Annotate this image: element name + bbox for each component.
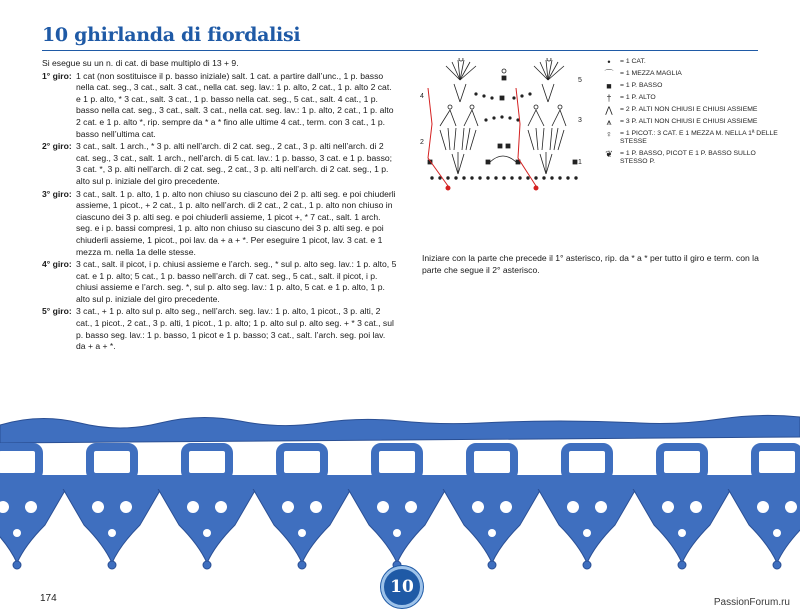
lace-hole [405, 501, 417, 513]
row-number: 2 [420, 139, 424, 146]
round-5 [42, 306, 397, 352]
page-number: 174 [40, 593, 57, 604]
stitch-legend [598, 58, 778, 170]
lace-picot [773, 561, 781, 569]
title-block [42, 24, 300, 46]
picot-basso-icon: ❦ [605, 149, 613, 159]
round-3 [42, 189, 397, 259]
lace-hole [472, 501, 484, 513]
lace-picot [108, 561, 116, 569]
round-1 [42, 71, 397, 141]
round-label: 5° giro: [42, 306, 72, 317]
lace-hole [282, 501, 294, 513]
lace-point [442, 483, 542, 563]
diagram-round-5 [446, 58, 564, 80]
lace-top-band [0, 415, 800, 443]
cluster3-icon: ⩚ [606, 117, 612, 127]
lace-window [565, 447, 609, 477]
lace-hole [25, 501, 37, 513]
lace-window [470, 447, 514, 477]
lace-window [660, 447, 704, 477]
round-label: 4° giro: [42, 259, 72, 270]
lace-hole [108, 529, 116, 537]
legend-item [598, 94, 778, 102]
round-label: 2° giro: [42, 141, 72, 152]
start-markers [428, 88, 538, 190]
square-icon: ■ [606, 81, 612, 91]
lace-hole [583, 529, 591, 537]
diagram-round-4 [454, 84, 554, 102]
lace-hole [393, 529, 401, 537]
legend-text: = 1 P. BASSO [620, 82, 663, 89]
lace-point [537, 483, 637, 563]
lace-window [755, 447, 799, 477]
legend-text: = 2 P. ALTI NON CHIUSI E CHIUSI ASSIEME [620, 106, 758, 113]
lace-window [0, 447, 39, 477]
lace-hole [377, 501, 389, 513]
lace-hole [773, 529, 781, 537]
legend-item [598, 70, 778, 78]
lace-picot [298, 561, 306, 569]
arc-icon: ⌒ [604, 69, 614, 79]
lace-hole [13, 529, 21, 537]
lace-window [185, 447, 229, 477]
lace-hole [187, 501, 199, 513]
lace-hole [310, 501, 322, 513]
legend-text: = 3 P. ALTI NON CHIUSI E CHIUSI ASSIEME [620, 118, 758, 125]
legend-text: = 1 CAT. [620, 58, 646, 65]
foundation-chain [431, 177, 578, 180]
round-label: 1° giro: [42, 70, 72, 81]
watermark: PassionForum.ru [713, 597, 790, 608]
lace-hole [757, 501, 769, 513]
legend-text: = 1 P. ALTO [620, 94, 656, 101]
row-number: 5 [578, 77, 582, 84]
legend-text: = 1 P. BASSO, PICOT E 1 P. BASSO SULLO STESSO P. [620, 150, 756, 165]
lace-hole [500, 501, 512, 513]
legend-item [598, 150, 778, 166]
lace-point [157, 483, 257, 563]
legend-item [598, 106, 778, 114]
legend-item [598, 58, 778, 66]
page-title: 10 ghirlanda di fiordalisi [42, 24, 301, 46]
lace-hole [203, 529, 211, 537]
pattern-number-badge: 10 [381, 566, 423, 608]
diagram-round-1 [428, 152, 577, 174]
lace-point [632, 483, 732, 563]
legend-item [598, 118, 778, 126]
lace-hole [298, 529, 306, 537]
title-rule [42, 50, 758, 51]
cluster2-icon: ⋀ [605, 105, 613, 115]
lace-photo [0, 395, 800, 575]
lace-hole [215, 501, 227, 513]
lace-window [90, 447, 134, 477]
lace-hole [120, 501, 132, 513]
dot-icon: • [607, 57, 611, 67]
crochet-diagram [418, 58, 588, 193]
lace-point [252, 483, 352, 563]
diagram-round-3 [440, 105, 566, 126]
lace-hole [785, 501, 797, 513]
lace-hole [662, 501, 674, 513]
lace-hole [678, 529, 686, 537]
lace-hole [92, 501, 104, 513]
diagram-round-2 [440, 128, 564, 150]
legend-text: = 1 PICOT.: 3 CAT. E 1 MEZZA M. NELLA 1ª DELLE STESSE [620, 130, 778, 145]
lace-hole [488, 529, 496, 537]
row-number: 3 [578, 117, 582, 124]
lace-point [347, 483, 447, 563]
legend-text: = 1 MEZZA MAGLIA [620, 70, 682, 77]
lace-picot [203, 561, 211, 569]
lace-point [727, 483, 800, 563]
lace-hole [567, 501, 579, 513]
round-2 [42, 141, 397, 187]
repeat-note: Iniziare con la parte che precede il 1° asterisco, rip. da * a * per tutto il giro e term. con la parte che segue il 2° asterisco. [422, 253, 759, 275]
legend-item [598, 82, 778, 90]
row-number: 1 [578, 159, 582, 166]
cross-icon: † [606, 93, 612, 103]
round-text: 3 cat., salt. il picot, i p. chiusi assieme e l’arch. seg., * sul p. alto seg. lav.: 1 p. alto, 5 cat. e 1 p. alto; 5 cat., 1 p. basso nell’arch. di 7 cat. seg., 5 cat., salt. il picot, i p. chiusi assieme e l’arch. seg. *, sul p. alto seg. lav.: 1 p. alto, 5 cat. e 1 p. alto, 1 p. alto sul p. iniziale del giro precedente. [76, 259, 397, 304]
picot-icon: ♀ [605, 129, 613, 139]
lace-mid-band [0, 475, 800, 489]
row-number: 4 [420, 93, 424, 100]
legend-item [598, 130, 778, 146]
lace-window [280, 447, 324, 477]
lace-point [0, 483, 67, 563]
lace-picot [678, 561, 686, 569]
lace-window [375, 447, 419, 477]
lace-picot [583, 561, 591, 569]
lace-picot [13, 561, 21, 569]
round-text: 3 cat., salt. 1 arch., * 3 p. alti nell’arch. di 2 cat. seg., 2 cat., 3 p. alti nell’arch. di 2 cat. seg., 3 cat., salt. 1 arch., nell’arch. di 5 cat. lav.: 1 p. basso, 3 cat. e 1 p. basso; 3 cat. *, 3 p. alti nell’arch. di 2 cat. seg., 2 cat., 3 p. alti nell’arch. di 2 cat. seg., 1 p. alto sul p. iniziale del giro precedente. [76, 141, 393, 186]
lace-point [62, 483, 162, 563]
lace-picot [488, 561, 496, 569]
round-text: 1 cat (non sostituisce il p. basso iniziale) salt. 1 cat. a partire dall’unc., 1 p. basso nella cat. seg., 3 cat., salt. 3 cat., nella cat. seg. lav.: 1 p. alto, 2 cat., 1 p. alto 2 cat. e 1 p. alto, * 3 cat., salt. 3 cat., 1 p. basso nella cat. seg., 5 cat., salt. 4 cat., 1 p. basso nella cat. seg., 3 cat., salt. 3 cat., nella cat. seg. lav.: 1 p. alto, 2 cat., 1 p. alto 2 cat. e 1 p. alto *, rip. sempre da * a * fino alle ultime 4 cat., term. con 3 cat., 1 p. basso nell’ultima cat. [76, 70, 394, 139]
lace-hole [595, 501, 607, 513]
instructions-column [42, 58, 397, 354]
lace-hole [690, 501, 702, 513]
round-label: 3° giro: [42, 188, 72, 199]
round-4 [42, 259, 397, 305]
round-text: 3 cat., + 1 p. alto sul p. alto seg., nell’arch. seg. lav.: 1 p. alto, 1 picot., 3 p. alti, 2 cat., 1 picot., 2 cat., 3 p. alti, 1 picot., 1 p. alto; 1 p. alto sul p. alto seg. + * 3 cat., sul p. basso seg. lav.: 1 p. basso, 1 picot e 1 p. basso; 3 cat., salt. l’arch. seg. poi lav. da + a + *. [76, 306, 394, 352]
intro-text: Si esegue su un n. di cat. di base multiplo di 13 + 9. [42, 58, 239, 68]
round-text: 3 cat., salt. 1 p. alto, 1 p. alto non chiuso su ciascuno dei 2 p. alti seg. e poi chiuderli assieme, 1 picot., + 2 cat., 1 p. alto nell’arch. di 2 cat., 2 cat., 1 p. alto non chiuso in ciascuno dei 3 p. alti seg. e poi chiuderli assieme, 1 picot +, * 7 cat., salt. 1 arch. seg. e i p. bassi compresi, 1 p. alto non chiuso su ciascuno dei 3 p. alti seg. e poi chiuderli assieme, 1 picot., poi lav. da + a + *. Per eseguire 1 picot, lav. 3 cat. e 1 mezza m. nella 1a delle stesse. [76, 188, 396, 257]
